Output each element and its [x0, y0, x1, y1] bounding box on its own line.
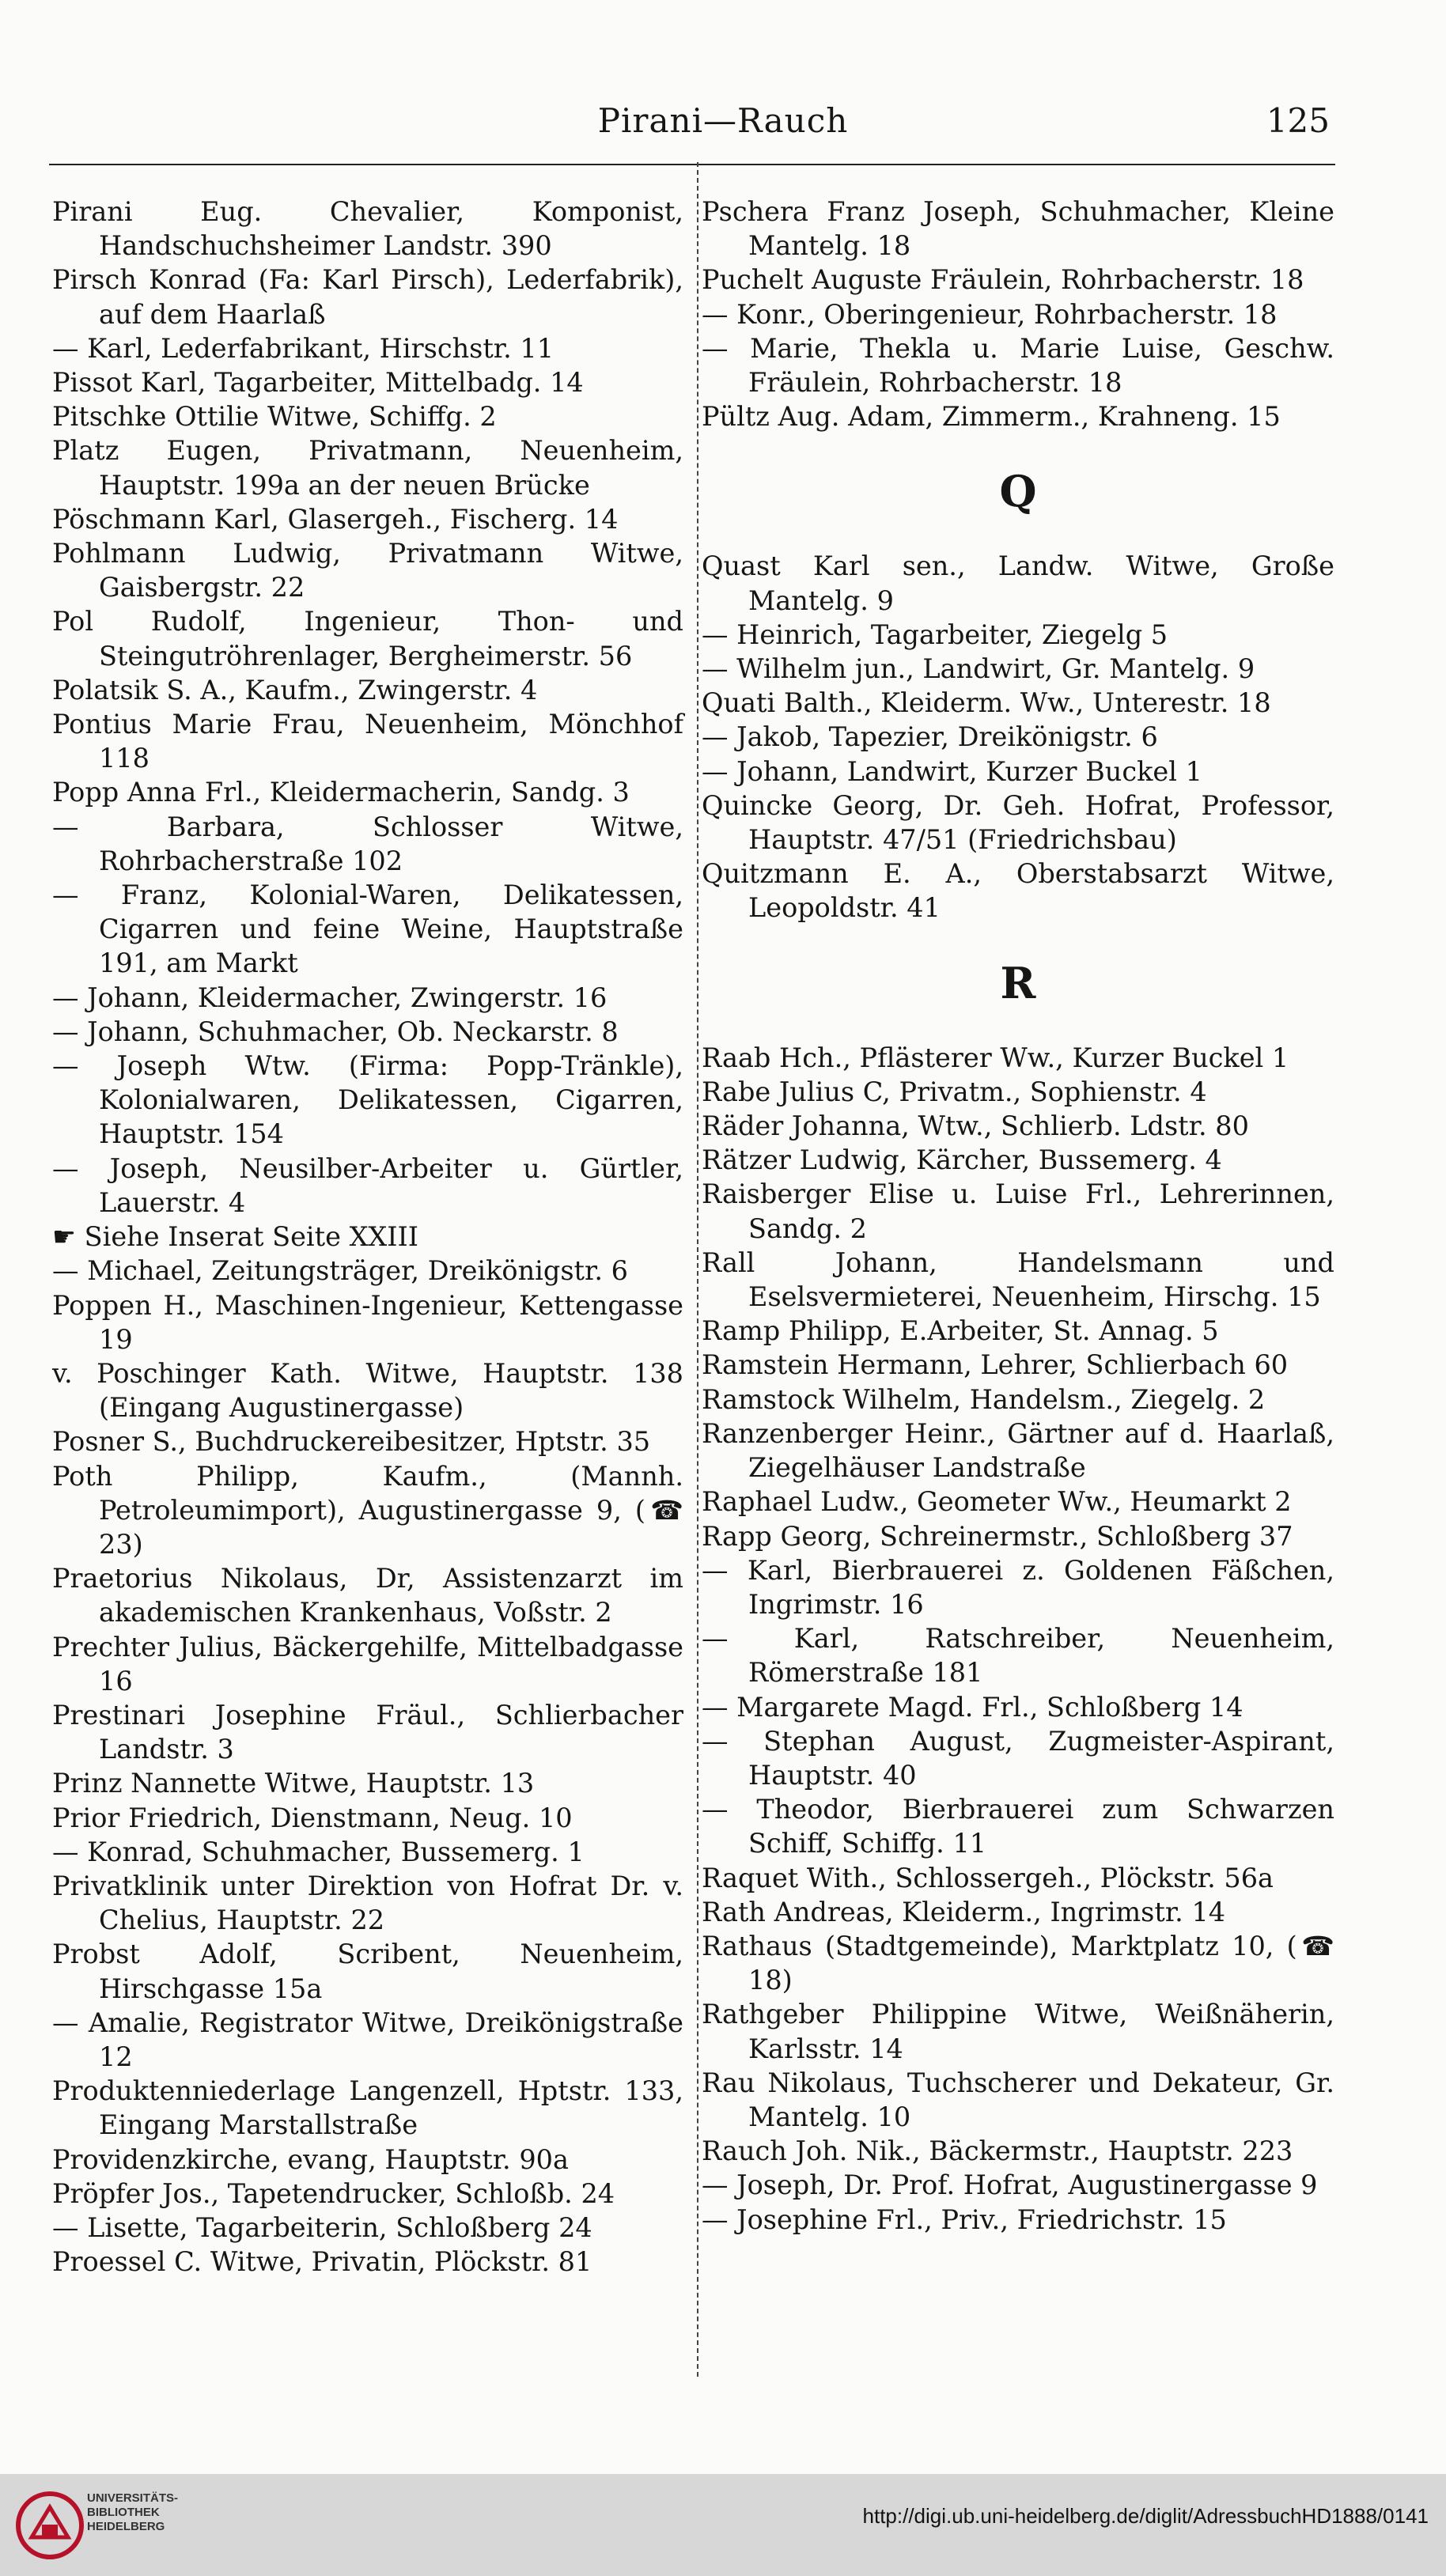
directory-entry: Pol Rudolf, Ingenieur, Thon- und Steingutröhrenlager, Bergheimerstr. 56	[52, 606, 683, 671]
directory-entry: Ramstein Hermann, Lehrer, Schlierbach 60	[702, 1349, 1289, 1381]
university-library-logo-icon	[14, 2490, 85, 2561]
directory-entry: — Jakob, Tapezier, Dreikönigstr. 6	[702, 721, 1158, 753]
directory-entry: Rätzer Ludwig, Kärcher, Bussemerg. 4	[702, 1144, 1222, 1176]
directory-entry: Pirsch Konrad (Fa: Karl Pirsch), Lederfabrik), auf dem Haarlaß	[52, 264, 683, 330]
directory-entry: Pitschke Ottilie Witwe, Schiffg. 2	[52, 401, 497, 433]
directory-entry: Poth Philipp, Kaufm., (Mannh. Petroleumimport), Augustinergasse 9, (☎ 23)	[52, 1460, 683, 1560]
directory-entry: Pöschmann Karl, Glasergeh., Fischerg. 14	[52, 503, 619, 535]
directory-entry: Rapp Georg, Schreinermstr., Schloßberg 37	[702, 1520, 1293, 1552]
directory-entry: — Karl, Lederfabrikant, Hirschstr. 11	[52, 332, 555, 364]
directory-entry: Ramstock Wilhelm, Handelsm., Ziegelg. 2	[702, 1383, 1266, 1415]
directory-entry: — Lisette, Tagarbeiterin, Schloßberg 24	[52, 2211, 592, 2243]
section-p-continued	[702, 195, 1334, 433]
directory-entry: Praetorius Nikolaus, Dr, Assistenzarzt im akademischen Krankenhaus, Voßstr. 2	[52, 1563, 683, 1628]
directory-entry: — Margarete Magd. Frl., Schloßberg 14	[702, 1691, 1243, 1723]
section-r	[702, 1041, 1334, 2237]
directory-entry: Poppen H., Maschinen-Ingenieur, Kettengasse 19	[52, 1289, 683, 1355]
running-header: Pirani—Rauch	[597, 101, 849, 140]
directory-entry: Pohlmann Ludwig, Privatmann Witwe, Gaisbergstr. 22	[52, 538, 683, 603]
directory-entry: ☛ Siehe Inserat Seite XXIII	[52, 1221, 418, 1253]
directory-entry: Probst Adolf, Scribent, Neuenheim, Hirschgasse 15a	[52, 1939, 683, 2004]
directory-entry: Quincke Georg, Dr. Geh. Hofrat, Professor, Hauptstr. 47/51 (Friedrichsbau)	[702, 789, 1334, 856]
section-q	[702, 549, 1334, 925]
header-rule	[49, 164, 1335, 165]
directory-entry: — Marie, Thekla u. Marie Luise, Geschw. Fräulein, Rohrbacherstr. 18	[702, 332, 1334, 399]
directory-entry: — Michael, Zeitungsträger, Dreikönigstr. 6	[52, 1255, 628, 1287]
directory-entry: Rath Andreas, Kleiderm., Ingrimstr. 14	[702, 1896, 1226, 1927]
directory-entry: Raisberger Elise u. Luise Frl., Lehrerinnen, Sandg. 2	[702, 1178, 1334, 1244]
directory-entry: v. Poschinger Kath. Witwe, Hauptstr. 138 (Eingang Augustinergasse)	[52, 1357, 683, 1424]
column-divider	[697, 162, 698, 2377]
directory-entry: Pirani Eug. Chevalier, Komponist, Handschuchsheimer Landstr. 390	[52, 196, 683, 262]
directory-entry: — Konrad, Schuhmacher, Bussemerg. 1	[52, 1836, 585, 1867]
directory-entry: Providenzkirche, evang, Hauptstr. 90a	[52, 2143, 569, 2175]
directory-entry: Pültz Aug. Adam, Zimmerm., Krahneng. 15	[702, 401, 1281, 433]
directory-entry: Rall Johann, Handelsmann und Eselsvermieterei, Neuenheim, Hirschg. 15	[702, 1246, 1334, 1313]
section-letter-q: Q	[999, 466, 1037, 517]
directory-entry: Räder Johanna, Wtw., Schlierb. Ldstr. 80	[702, 1110, 1249, 1142]
directory-entry: Quitzmann E. A., Oberstabsarzt Witwe, Leopoldstr. 41	[702, 858, 1334, 924]
directory-entry: — Konr., Oberingenieur, Rohrbacherstr. 18	[702, 298, 1278, 330]
directory-entry: Raquet With., Schlossergeh., Plöckstr. 56a	[702, 1862, 1274, 1893]
directory-entry: Quast Karl sen., Landw. Witwe, Große Mantelg. 9	[702, 550, 1334, 616]
library-name-line-2: BIBLIOTHEK	[87, 2506, 160, 2519]
directory-entry: Quati Balth., Kleiderm. Ww., Unterestr. 18	[702, 687, 1271, 719]
directory-entry: — Barbara, Schlosser Witwe, Rohrbacherstraße 102	[52, 811, 683, 876]
directory-entry: Posner S., Buchdruckereibesitzer, Hptstr. 35	[52, 1426, 651, 1458]
directory-entry: Prestinari Josephine Fräul., Schlierbacher Landstr. 3	[52, 1699, 683, 1765]
directory-entry: Popp Anna Frl., Kleidermacherin, Sandg. 3	[52, 777, 630, 808]
library-name-line-3: HEIDELBERG	[87, 2520, 165, 2533]
directory-entry: — Amalie, Registrator Witwe, Dreikönigstraße 12	[52, 2007, 683, 2072]
directory-entry: — Heinrich, Tagarbeiter, Ziegelg 5	[702, 618, 1168, 650]
directory-entry: Platz Eugen, Privatmann, Neuenheim, Hauptstr. 199a an der neuen Brücke	[52, 435, 683, 501]
directory-entry: — Karl, Bierbrauerei z. Goldenen Fäßchen, Ingrimstr. 16	[702, 1554, 1334, 1620]
directory-entry: — Josephine Frl., Priv., Friedrichstr. 15	[702, 2203, 1227, 2235]
directory-entry: Prinz Nannette Witwe, Hauptstr. 13	[52, 1768, 535, 1799]
right-column	[702, 195, 1334, 2237]
directory-entry: Pschera Franz Joseph, Schuhmacher, Kleine Mantelg. 18	[702, 196, 1334, 262]
directory-entry: Rau Nikolaus, Tuchscherer und Dekateur, Gr. Mantelg. 10	[702, 2067, 1334, 2132]
directory-entry: — Theodor, Bierbrauerei zum Schwarzen Schiff, Schiffg. 11	[702, 1794, 1334, 1859]
directory-entry: — Johann, Landwirt, Kurzer Buckel 1	[702, 755, 1202, 787]
directory-entry: — Joseph Wtw. (Firma: Popp-Tränkle), Kolonialwaren, Delikatessen, Cigarren, Hauptstr. 154	[52, 1050, 683, 1150]
directory-entry: Privatklinik unter Direktion von Hofrat Dr. v. Chelius, Hauptstr. 22	[52, 1870, 683, 1936]
directory-entry: Proessel C. Witwe, Privatin, Plöckstr. 81	[52, 2246, 592, 2278]
directory-entry: Prior Friedrich, Dienstmann, Neug. 10	[52, 1802, 573, 1833]
directory-entry: Puchelt Auguste Fräulein, Rohrbacherstr. 18	[702, 264, 1304, 296]
directory-entry: — Joseph, Dr. Prof. Hofrat, Augustinergasse 9	[702, 2169, 1318, 2201]
library-name-line-1: UNIVERSITÄTS-	[87, 2491, 179, 2505]
directory-entry: Raab Hch., Pflästerer Ww., Kurzer Buckel 1	[702, 1042, 1289, 1073]
directory-entry: Prechter Julius, Bäckergehilfe, Mittelbadgasse 16	[52, 1631, 683, 1697]
directory-entry: Rathgeber Philippine Witwe, Weißnäherin, Karlsstr. 14	[702, 1999, 1334, 2064]
footer-bar	[0, 2474, 1446, 2576]
directory-entry: Pissot Karl, Tagarbeiter, Mittelbadg. 14	[52, 367, 584, 399]
directory-entry: Ramp Philipp, E.Arbeiter, St. Annag. 5	[702, 1315, 1219, 1347]
left-column	[52, 195, 683, 2279]
directory-entry: Rathaus (Stadtgemeinde), Marktplatz 10, (☎ 18)	[702, 1930, 1334, 1996]
directory-entry: — Johann, Kleidermacher, Zwingerstr. 16	[52, 982, 608, 1013]
directory-entry: — Franz, Kolonial-Waren, Delikatessen, Cigarren und feine Weine, Hauptstraße 191, am Markt	[52, 879, 683, 979]
directory-entry: — Johann, Schuhmacher, Ob. Neckarstr. 8	[52, 1016, 619, 1047]
directory-entry: Ranzenberger Heinr., Gärtner auf d. Haarlaß, Ziegelhäuser Landstraße	[702, 1417, 1334, 1484]
source-url-link[interactable]: http://digi.ub.uni-heidelberg.de/diglit/AdressbuchHD1888/0141	[862, 2504, 1429, 2528]
directory-entry: — Stephan August, Zugmeister-Aspirant, Hauptstr. 40	[702, 1725, 1334, 1791]
directory-entry: Produktenniederlage Langenzell, Hptstr. 133, Eingang Marstallstraße	[52, 2075, 683, 2141]
directory-entry: Pröpfer Jos., Tapetendrucker, Schloßb. 24	[52, 2177, 615, 2209]
directory-entry: Polatsik S. A., Kaufm., Zwingerstr. 4	[52, 674, 538, 705]
directory-entry: Rabe Julius C, Privatm., Sophienstr. 4	[702, 1076, 1207, 1107]
directory-entry: Pontius Marie Frau, Neuenheim, Mönchhof 118	[52, 709, 683, 774]
section-letter-r: R	[1000, 957, 1036, 1008]
directory-entry: — Wilhelm jun., Landwirt, Gr. Mantelg. 9	[702, 653, 1255, 685]
directory-entry: — Joseph, Neusilber-Arbeiter u. Gürtler, Lauerstr. 4	[52, 1152, 683, 1218]
directory-entry: — Karl, Ratschreiber, Neuenheim, Römerstraße 181	[702, 1623, 1334, 1689]
page-number: 125	[1266, 101, 1330, 140]
library-name	[87, 2491, 178, 2534]
directory-entry: Raphael Ludw., Geometer Ww., Heumarkt 2	[702, 1486, 1292, 1518]
directory-entry: Rauch Joh. Nik., Bäckermstr., Hauptstr. 223	[702, 2135, 1293, 2167]
